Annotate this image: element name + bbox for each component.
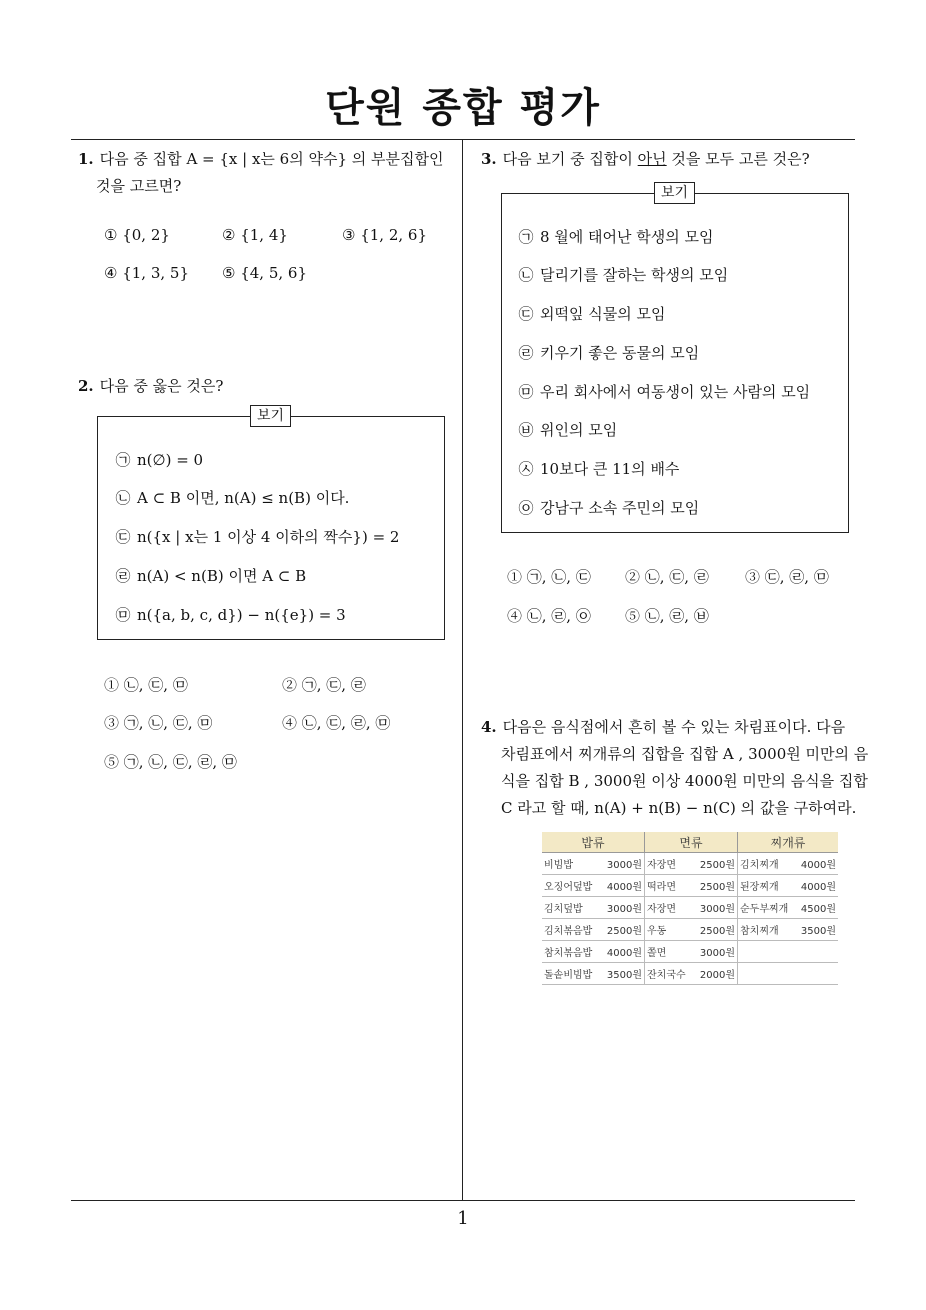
- example-item: ㉢ 외떡잎 식물의 모임: [518, 305, 666, 323]
- example-item: ㉠ 8 월에 태어난 학생의 모임: [518, 228, 714, 246]
- column-divider: [462, 139, 463, 1201]
- answer-option[interactable]: ⑤ ㉠, ㉡, ㉢, ㉣, ㉤: [104, 753, 237, 771]
- example-item: ㉤ n({a, b, c, d}) − n({e}) = 3: [115, 606, 346, 624]
- answer-option[interactable]: ④ ㉡, ㉣, ㉧: [507, 607, 591, 625]
- question-1: 1. 다음 중 집합 A = {x | x는 6의 약수} 의 부분집합인 것을 고르면?: [78, 150, 444, 195]
- answer-option[interactable]: ② {1, 4}: [222, 226, 288, 244]
- example-box-label: 보기: [654, 182, 695, 204]
- example-item: ㉠ n(∅) = 0: [115, 451, 204, 469]
- question-number: 4.: [481, 718, 497, 736]
- question-number: 3.: [481, 150, 497, 168]
- question-3: 3. 다음 보기 중 집합이 아닌 것을 모두 고른 것은?: [481, 150, 810, 168]
- answer-option[interactable]: ② ㉠, ㉢, ㉣: [282, 676, 366, 694]
- menu-row: 김치볶음밥 2500원 우동 2500원 참치찌개 3500원: [542, 919, 838, 941]
- example-item: ㉡ 달리기를 잘하는 학생의 모임: [518, 266, 729, 284]
- answer-option[interactable]: ④ {1, 3, 5}: [104, 264, 190, 282]
- menu-header-row: [542, 832, 838, 853]
- menu-header: 면류: [645, 832, 738, 853]
- menu-row: 돌솥비빔밥 3500원 잔치국수 2000원: [542, 963, 838, 985]
- menu-row: 김치덮밥 3000원 자장면 3000원 순두부찌개 4500원: [542, 897, 838, 919]
- example-item: ㉡ A ⊂ B 이면, n(A) ≤ n(B) 이다.: [115, 489, 350, 507]
- menu-row: 오징어덮밥 4000원 떡라면 2500원 된장찌개 4000원: [542, 875, 838, 897]
- example-item: ㉣ 키우기 좋은 동물의 모임: [518, 344, 700, 362]
- example-item: ㉦ 10보다 큰 11의 배수: [518, 460, 680, 478]
- example-item: ㉤ 우리 회사에서 여동생이 있는 사람의 모임: [518, 383, 811, 401]
- answer-option[interactable]: ⑤ ㉡, ㉣, ㉥: [625, 607, 709, 625]
- answer-option[interactable]: ① {0, 2}: [104, 226, 170, 244]
- top-divider: [71, 139, 855, 140]
- question-number: 1.: [78, 150, 94, 168]
- answer-option[interactable]: ③ {1, 2, 6}: [342, 226, 428, 244]
- question-4: 4. 다음은 음식점에서 흔히 볼 수 있는 차림표이다. 다음 차림표에서 찌개류의 집합을 집합 A , 3000원 미만의 음 식을 집합 B , 3000원 이상 4000원 미만의 음식을 집합 C 라고 할 때, n(A) + n(B) − n(C) 의 값을 구하여라.: [481, 718, 869, 817]
- question-number: 2.: [78, 377, 94, 395]
- set-expression: A = {x | x는 6의 약수}: [186, 150, 348, 168]
- page-title: 단원 종합 평가: [325, 85, 601, 131]
- underlined-word: 아닌: [637, 150, 667, 168]
- menu-row: 비빔밥 3000원 자장면 2500원 김치찌개 4000원: [542, 853, 838, 875]
- menu-table: [542, 832, 838, 985]
- example-item: ㉣ n(A) < n(B) 이면 A ⊂ B: [115, 567, 307, 585]
- example-box-label: 보기: [250, 405, 291, 427]
- answer-option[interactable]: ③ ㉢, ㉣, ㉤: [745, 568, 829, 586]
- answer-option[interactable]: ④ ㉡, ㉢, ㉣, ㉤: [282, 714, 391, 732]
- answer-option[interactable]: ① ㉡, ㉢, ㉤: [104, 676, 188, 694]
- answer-option[interactable]: ② ㉡, ㉢, ㉣: [625, 568, 709, 586]
- answer-option[interactable]: ③ ㉠, ㉡, ㉢, ㉤: [104, 714, 213, 732]
- page-number: 1: [457, 1208, 469, 1229]
- example-item: ㉥ 위인의 모임: [518, 421, 618, 439]
- example-item: ㉧ 강남구 소속 주민의 모임: [518, 499, 700, 517]
- answer-option[interactable]: ① ㉠, ㉡, ㉢: [507, 568, 591, 586]
- example-item: ㉢ n({x | x는 1 이상 4 이하의 짝수}) = 2: [115, 528, 400, 546]
- question-2: 2. 다음 중 옳은 것은?: [78, 377, 224, 395]
- answer-option[interactable]: ⑤ {4, 5, 6}: [222, 264, 308, 282]
- menu-row: 참치볶음밥 4000원 쫄면 3000원: [542, 941, 838, 963]
- bottom-divider: [71, 1200, 855, 1201]
- menu-header: 찌개류: [738, 832, 839, 853]
- menu-header: 밥류: [542, 832, 645, 853]
